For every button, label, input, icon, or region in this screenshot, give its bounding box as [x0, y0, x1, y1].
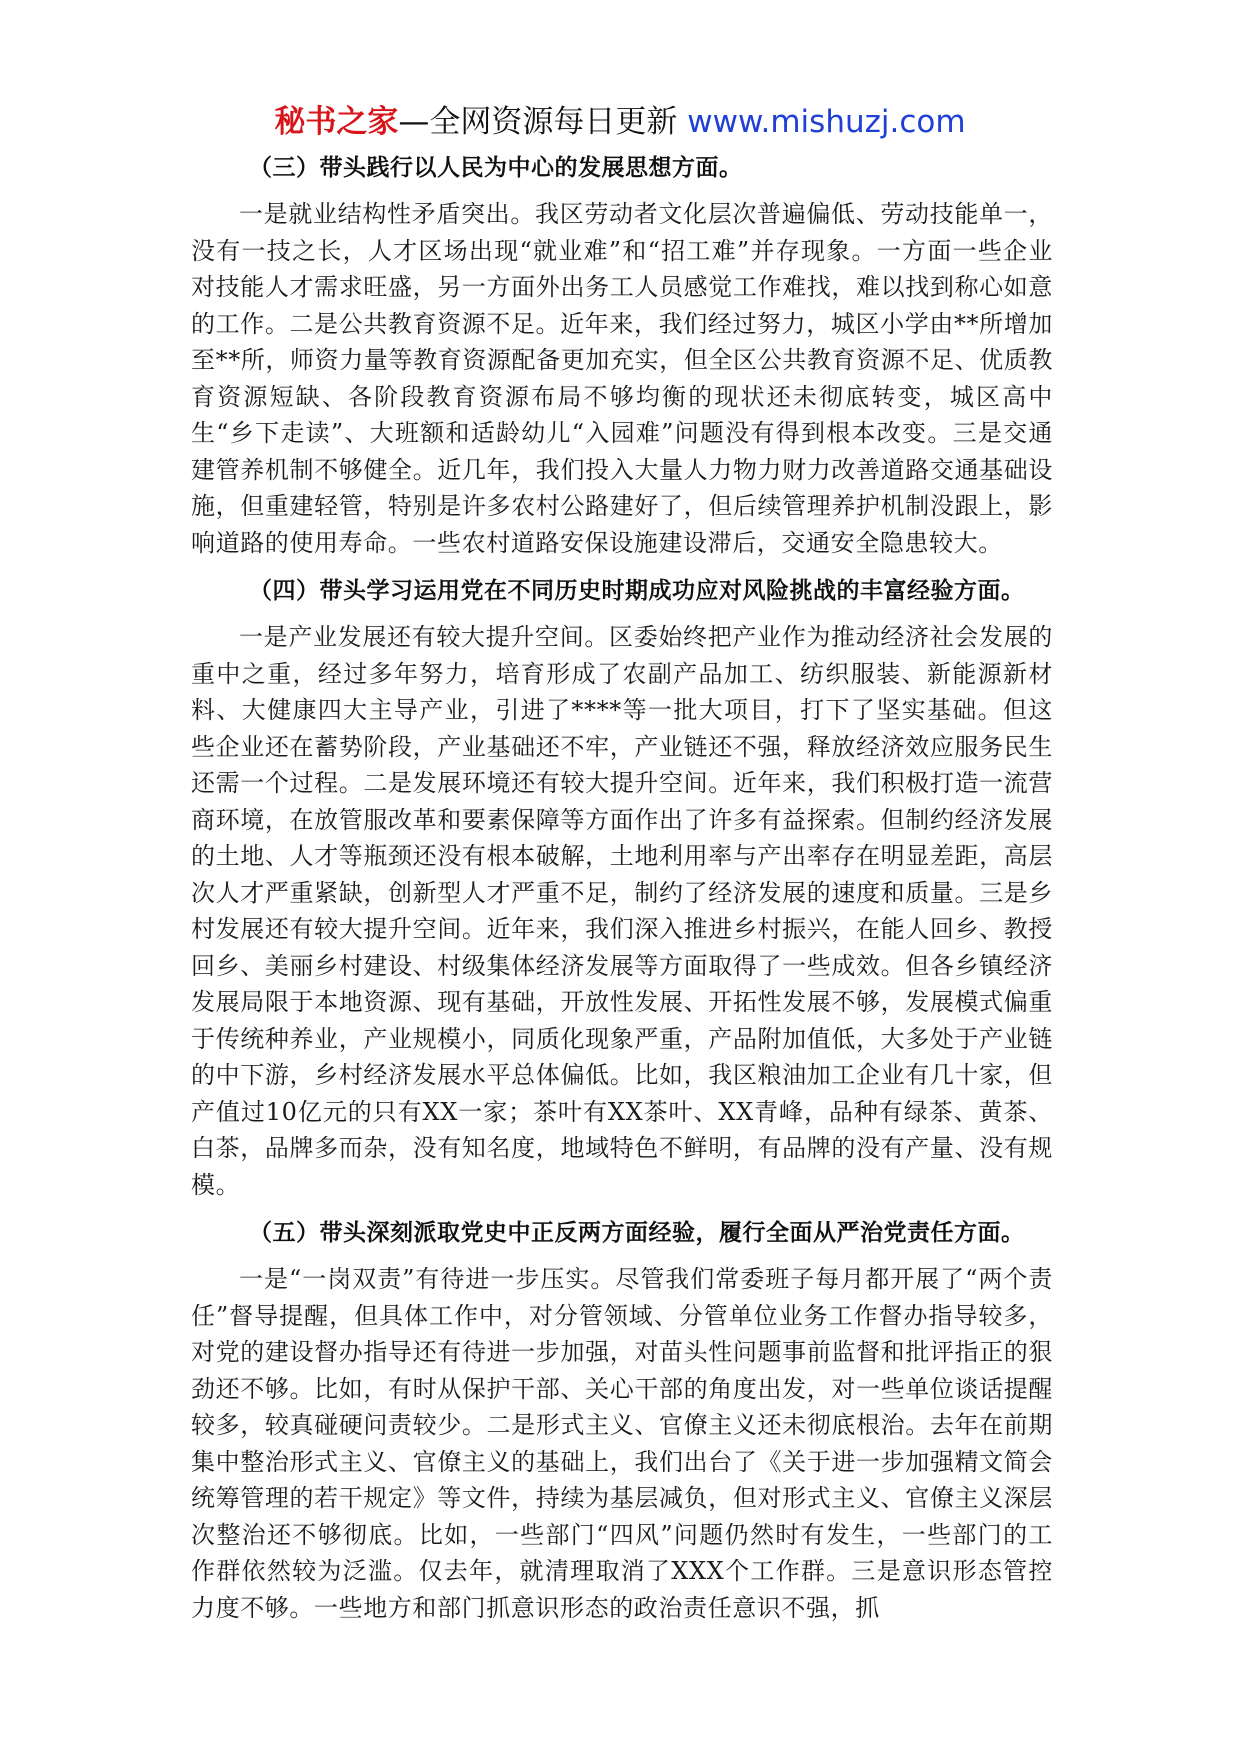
banner-url[interactable]: www.mishuzj.com [687, 104, 966, 140]
site-banner [0, 100, 1240, 144]
document-body [191, 150, 1053, 1626]
section-paragraph-3: 一是就业结构性矛盾突出。我区劳动者文化层次普遍偏低、劳动技能单一，没有一技之长，人才区场出现“就业难”和“招工难”并存现象。一方面一些企业对技能人才需求旺盛，另一方面外出务工人员感觉工作难找，难以找到称心如意的工作。二是公共教育资源不足。近年来，我们经过努力，城区小学由**所增加至**所，师资力量等教育资源配备更加充实，但全区公共教育资源不足、优质教育资源短缺、各阶段教育资源布局不够均衡的现状还未彻底转变，城区高中生“乡下走读”、大班额和适龄幼儿“入园难”问题没有得到根本改变。三是交通建管养机制不够健全。近几年，我们投入大量人力物力财力改善道路交通基础设施，但重建轻管，特别是许多农村公路建好了，但后续管理养护机制没跟上，影响道路的使用寿命。一些农村道路安保设施建设滞后，交通安全隐患较大。 [191, 200, 1053, 557]
banner-slogan: —全网资源每日更新 [398, 104, 678, 140]
section-heading-5: （五）带头深刻派取党史中正反两方面经验，履行全面从严治党责任方面。 [249, 1219, 1025, 1246]
section-heading-4: （四）带头学习运用党在不同历史时期成功应对风险挑战的丰富经验方面。 [249, 577, 1025, 604]
section-heading-3: （三）带头践行以人民为中心的发展思想方面。 [249, 154, 743, 181]
banner-brand: 秘书之家 [274, 104, 399, 140]
section-paragraph-4: 一是产业发展还有较大提升空间。区委始终把产业作为推动经济社会发展的重中之重，经过多年努力，培育形成了农副产品加工、纺织服装、新能源新材料、大健康四大主导产业，引进了****等一批大项目，打下了坚实基础。但这些企业还在蓄势阶段，产业基础还不牢，产业链还不强，释放经济效应服务民生还需一个过程。二是发展环境还有较大提升空间。近年来，我们积极打造一流营商环境，在放管服改革和要素保障等方面作出了许多有益探索。但制约经济发展的土地、人才等瓶颈还没有根本破解，土地利用率与产出率存在明显差距，高层次人才严重紧缺，创新型人才严重不足，制约了经济发展的速度和质量。三是乡村发展还有较大提升空间。近年来，我们深入推进乡村振兴，在能人回乡、教授回乡、美丽乡村建设、村级集体经济发展等方面取得了一些成效。但各乡镇经济发展局限于本地资源、现有基础，开放性发展、开拓性发展不够，发展模式偏重于传统种养业，产业规模小，同质化现象严重，产品附加值低，大多处于产业链的中下游，乡村经济发展水平总体偏低。比如，我区粮油加工企业有几十家，但产值过10亿元的只有XX一家；茶叶有XX茶叶、XX青峰，品种有绿茶、黄茶、白茶，品牌多而杂，没有知名度，地域特色不鲜明，有品牌的没有产量、没有规模。 [191, 623, 1053, 1199]
section-paragraph-5: 一是“一岗双责”有待进一步压实。尽管我们常委班子每月都开展了“两个责任”督导提醒，但具体工作中，对分管领域、分管单位业务工作督办指导较多，对党的建设督办指导还有待进一步加强，对苗头性问题事前监督和批评指正的狠劲还不够。比如，有时从保护干部、关心干部的角度出发，对一些单位谈话提醒较多，较真碰硬问责较少。二是形式主义、官僚主义还未彻底根治。去年在前期集中整治形式主义、官僚主义的基础上，我们出台了《关于进一步加强精文简会统筹管理的若干规定》等文件，持续为基层减负，但对形式主义、官僚主义深层次整治还不够彻底。比如，一些部门“四风”问题仍然时有发生，一些部门的工作群依然较为泛滥。仅去年，就清理取消了XXX个工作群。三是意识形态管控力度不够。一些地方和部门抓意识形态的政治责任意识不强，抓 [191, 1265, 1053, 1622]
